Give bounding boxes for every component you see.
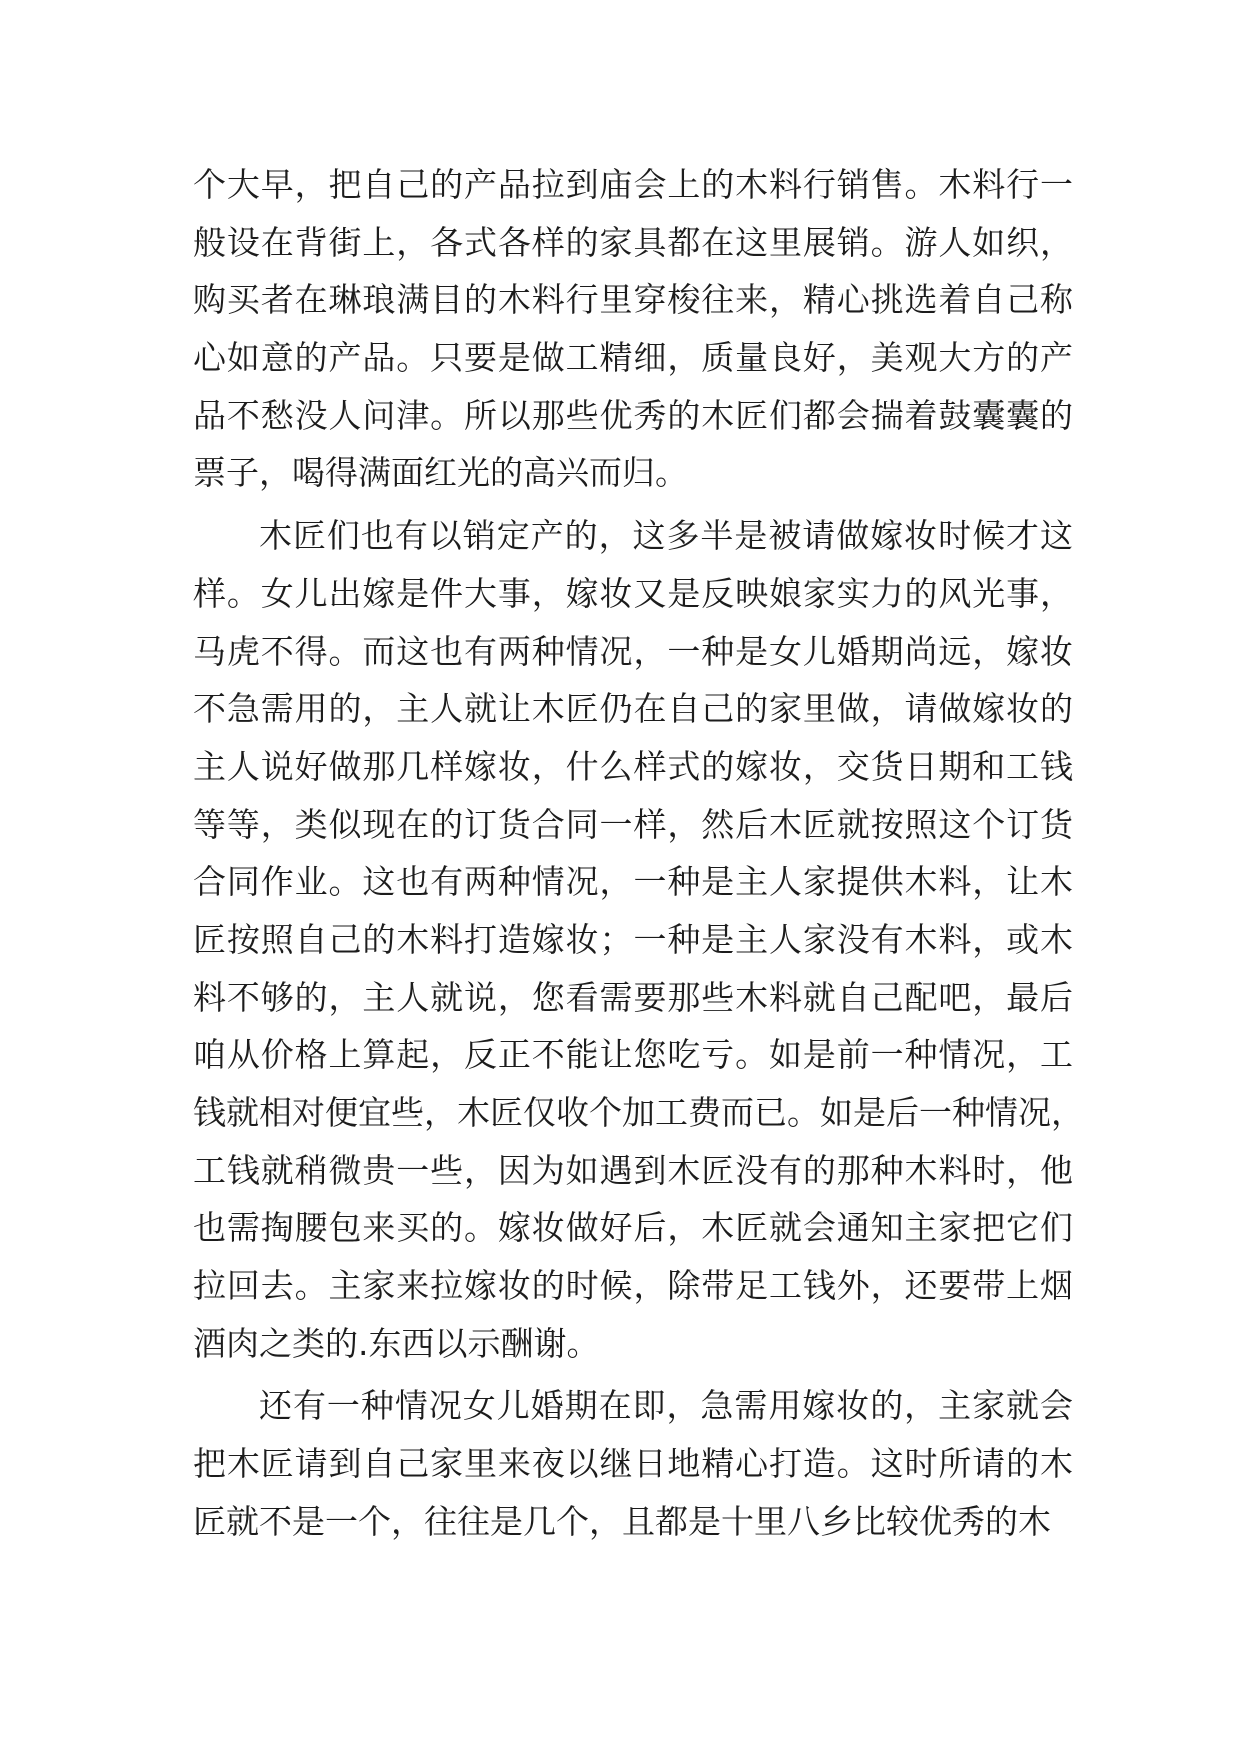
text-line: 般设在背街上，各式各样的家具都在这里展销。游人如织， (193, 222, 1073, 262)
text-line: 把木匠请到自己家里来夜以继日地精心打造。这时所请的木 (193, 1444, 1073, 1484)
text-line: 匠就不是一个，往往是几个，且都是十里八乡比较优秀的木 (193, 1501, 1051, 1541)
text-line: 酒肉之类的.东西以示酬谢。 (193, 1323, 600, 1363)
text-line: 品不愁没人问津。所以那些优秀的木匠们都会揣着鼓囊囊的 (193, 395, 1073, 435)
text-line: 钱就相对便宜些，木匠仅收个加工费而已。如是后一种情况， (193, 1093, 1084, 1132)
text-line: 马虎不得。而这也有两种情况，一种是女儿婚期尚远，嫁妆 (193, 631, 1073, 671)
text-line: 购买者在琳琅满目的木料行里穿梭往来，精心挑选着自己称 (193, 280, 1073, 320)
body-text (193, 156, 1084, 1551)
text-line: 合同作业。这也有两种情况，一种是主人家提供木料，让木 (193, 862, 1073, 902)
text-line: 木匠们也有以销定产的，这多半是被请做嫁妆时候才这 (259, 516, 1073, 556)
text-line: 工钱就稍微贵一些，因为如遇到木匠没有的那种木料时，他 (193, 1150, 1073, 1190)
text-line: 匠按照自己的木料打造嫁妆；一种是主人家没有木料，或木 (193, 919, 1073, 959)
paragraph (193, 1377, 1073, 1550)
text-line: 咱从价格上算起，反正不能让您吃亏。如是前一种情况，工 (193, 1035, 1073, 1075)
text-line: 拉回去。主家来拉嫁妆的时候，除带足工钱外，还要带上烟 (193, 1266, 1073, 1306)
text-line: 还有一种情况女儿婚期在即，急需用嫁妆的，主家就会 (259, 1386, 1073, 1426)
text-line: 主人说好做那几样嫁妆，什么样式的嫁妆，交货日期和工钱 (193, 746, 1073, 786)
text-line: 心如意的产品。只要是做工精细，质量良好，美观大方的产 (193, 338, 1073, 378)
text-line: 样。女儿出嫁是件大事，嫁妆又是反映娘家实力的风光事， (193, 573, 1073, 613)
paragraph (193, 156, 1073, 502)
text-line: 料不够的，主人就说，您看需要那些木料就自己配吧，最后 (193, 977, 1073, 1017)
text-line: 票子，喝得满面红光的高兴而归。 (193, 453, 688, 493)
paragraph (193, 507, 1084, 1372)
text-line: 也需掏腰包来买的。嫁妆做好后，木匠就会通知主家把它们 (193, 1208, 1073, 1248)
text-line: 不急需用的，主人就让木匠仍在自己的家里做，请做嫁妆的 (193, 689, 1073, 729)
text-line: 等等，类似现在的订货合同一样，然后木匠就按照这个订货 (193, 804, 1073, 844)
text-line: 个大早，把自己的产品拉到庙会上的木料行销售。木料行一 (193, 165, 1073, 204)
